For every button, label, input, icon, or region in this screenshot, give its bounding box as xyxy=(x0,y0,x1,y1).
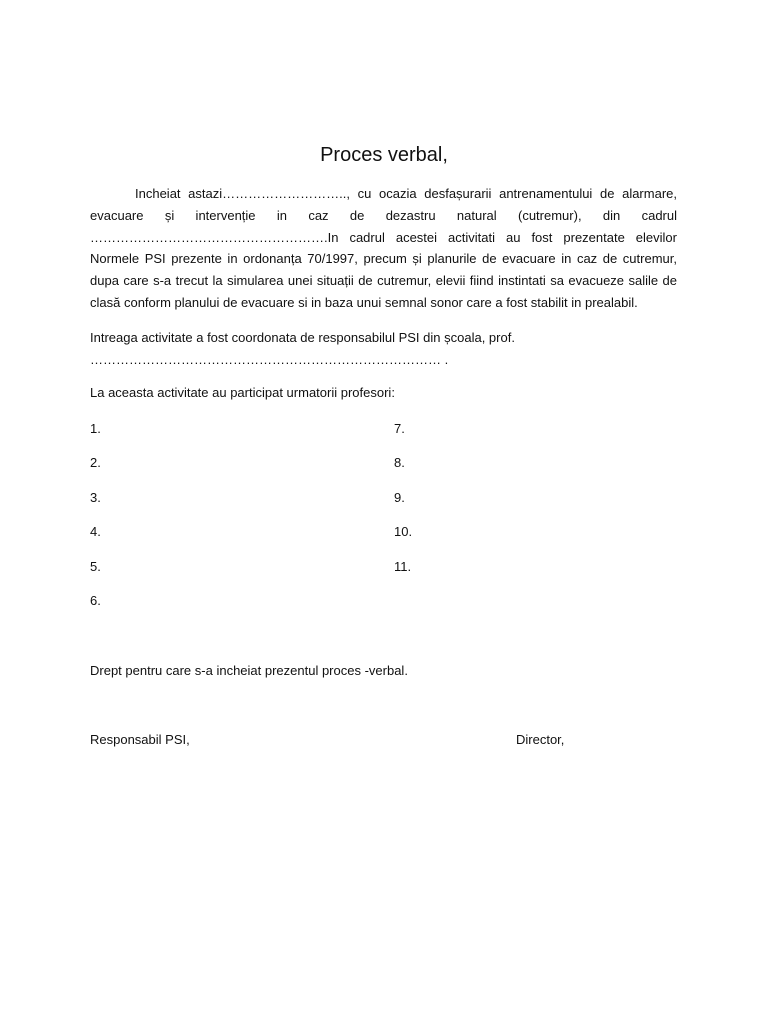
closing-statement: Drept pentru care s-a incheiat prezentul proces -verbal. xyxy=(90,663,408,678)
participant-number: 11. xyxy=(394,559,412,574)
participant-number: 9. xyxy=(394,490,405,505)
participant-number: 8. xyxy=(394,455,405,470)
intro-paragraph: Incheiat astazi……………………….., cu ocazia desfașurarii antrenamentului de alarmare, evacuare și intervenție in caz de dezastru natural (cutremur), din cadrul ……………………………………………….In cadrul acestei activitati au fost prezentate elevilor Normele PSI prezente in ordonanța 70/1997, precum și planurile de evacuare in caz de cutremur, dupa care s-a trecut la simularea unei situații de cutremur, elevii fiind instintati sa evacueze salile de clasă conform planului de evacuare si in baza unui semnal sonor care a fost stabilit in prealabil. xyxy=(90,186,677,310)
participant-number: 10. xyxy=(394,524,413,539)
participant-number: 6. xyxy=(90,593,101,608)
participant-number: 3. xyxy=(90,490,101,505)
participant-number: 4. xyxy=(90,524,101,539)
document-title: Proces verbal, xyxy=(320,144,448,166)
coordinator-paragraph: Intreaga activitate a fost coordonata de responsabilul PSI din școala, prof. ……………………………………………………………………… . xyxy=(90,330,515,367)
participant-number: 5. xyxy=(90,559,101,574)
signature-psi: Responsabil PSI, xyxy=(90,732,190,747)
signature-director: Director, xyxy=(516,732,565,747)
participant-number: 2. xyxy=(90,455,101,470)
participants-heading: La aceasta activitate au participat urmatorii profesori: xyxy=(90,385,395,400)
participant-number: 7. xyxy=(394,421,405,436)
participant-number: 1. xyxy=(90,421,101,436)
